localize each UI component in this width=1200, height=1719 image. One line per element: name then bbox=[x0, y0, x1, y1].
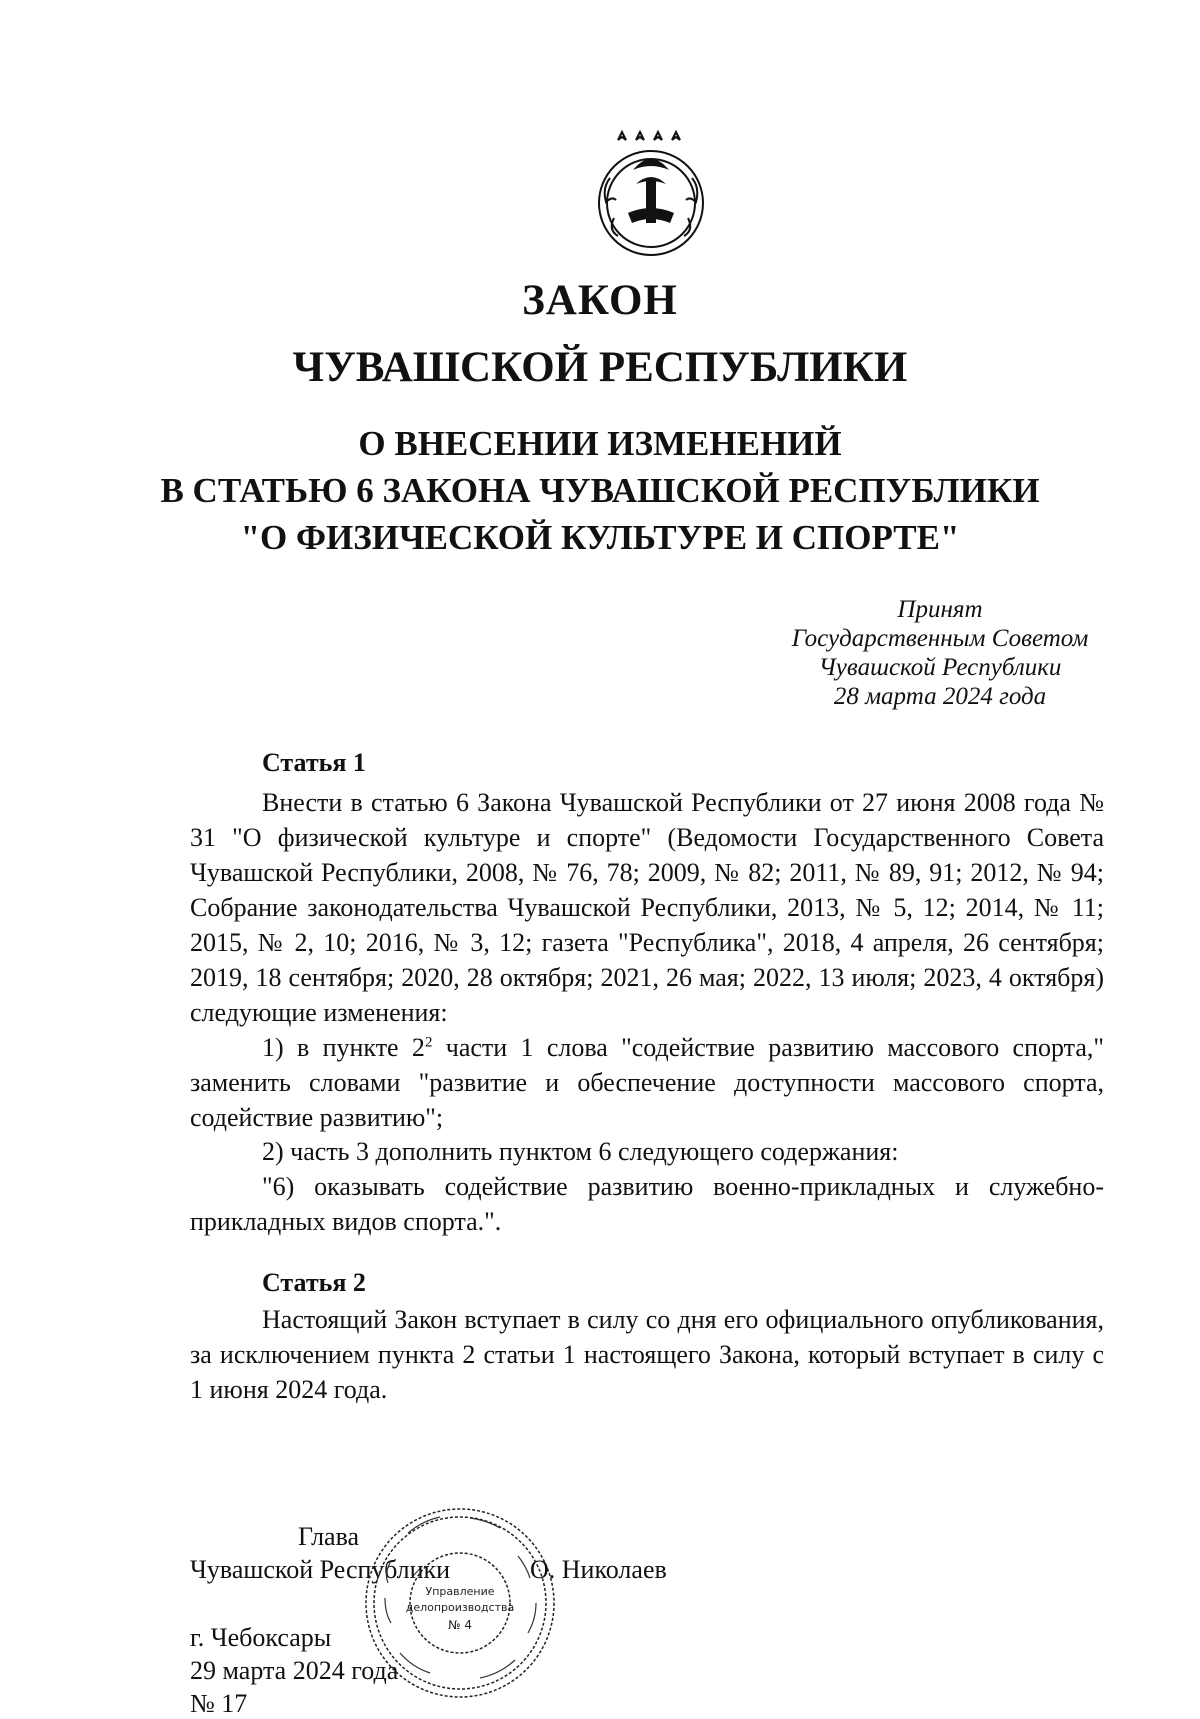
law-title: ЗАКОН bbox=[522, 277, 678, 324]
article-2-text: Настоящий Закон вступает в силу со дня его официального опубликования, за исключением пункта 2 статьи 1 настоящего Закона, который вступает в силу с 1 июня 2024 года. bbox=[190, 1305, 1104, 1404]
stamp-line: Управление bbox=[425, 1585, 495, 1598]
adoption-line: Государственным Советом bbox=[791, 625, 1089, 652]
signing-place: г. Чебоксары bbox=[190, 1623, 332, 1652]
emblem-icon bbox=[588, 118, 714, 268]
law-number: № 17 bbox=[190, 1689, 248, 1718]
item-1-start: 1) в пункте 2 bbox=[262, 1033, 425, 1062]
article-1-heading: Статья 1 bbox=[262, 748, 366, 777]
item-1-superscript: 2 bbox=[424, 1034, 433, 1051]
official-stamp bbox=[360, 1503, 560, 1703]
subject-line: В СТАТЬЮ 6 ЗАКОНА ЧУВАШСКОЙ РЕСПУБЛИКИ bbox=[160, 471, 1040, 510]
adoption-date: 28 марта 2024 года bbox=[833, 683, 1047, 710]
law-subject bbox=[0, 420, 1200, 561]
signatory-title: Глава bbox=[298, 1522, 360, 1551]
article-2-heading: Статья 2 bbox=[262, 1268, 366, 1297]
subject-line: "О ФИЗИЧЕСКОЙ КУЛЬТУРЕ И СПОРТЕ" bbox=[240, 518, 960, 557]
article-1-item-2-quote: "6) оказывать содействие развитию военно-прикладных и служебно-прикладных видов спорта.". bbox=[190, 1172, 1104, 1236]
article-1-item-1 bbox=[190, 1030, 1104, 1135]
signing-date: 29 марта 2024 года bbox=[190, 1656, 399, 1685]
item-1-rest: части 1 слова "содействие развитию массового спорта," заменить словами "развитие и обеспечение доступности массового спорта, содействие развитию"; bbox=[190, 1033, 1104, 1132]
stamp-line: делопроизводства bbox=[405, 1601, 515, 1614]
republic-title: ЧУВАШСКОЙ РЕСПУБЛИКИ bbox=[292, 344, 908, 391]
adoption-line: Принят bbox=[897, 596, 983, 623]
article-1-item-2: 2) часть 3 дополнить пунктом 6 следующего содержания: bbox=[262, 1137, 899, 1166]
article-1-intro: Внести в статью 6 Закона Чувашской Республики от 27 июня 2008 года № 31 "О физической культуре и спорте" (Ведомости Государственного Совета Чувашской Республики, 2008, № 76, 78; 2009, № 82; 2011, № 89, 91; 2012, № 94; Собрание законодательства Чувашской Республики, 2013, № 5, 12; 2014, № 11; 2015, № 2, 10; 2016, № 3, 12; газета "Республика", 2018, 4 апреля, 26 сентября; 2019, 18 сентября; 2020, 28 октября; 2021, 26 мая; 2022, 13 июля; 2023, 4 октября) следующие изменения: bbox=[190, 788, 1104, 1027]
signatory-republic: Чувашской Республики bbox=[190, 1555, 451, 1584]
subject-line: О ВНЕСЕНИИ ИЗМЕНЕНИЙ bbox=[358, 424, 842, 463]
adoption-line: Чувашской Республики bbox=[818, 654, 1062, 681]
stamp-line: № 4 bbox=[448, 1618, 472, 1632]
adoption-note bbox=[740, 595, 1140, 711]
signatory-name: О. Николаев bbox=[530, 1555, 667, 1584]
